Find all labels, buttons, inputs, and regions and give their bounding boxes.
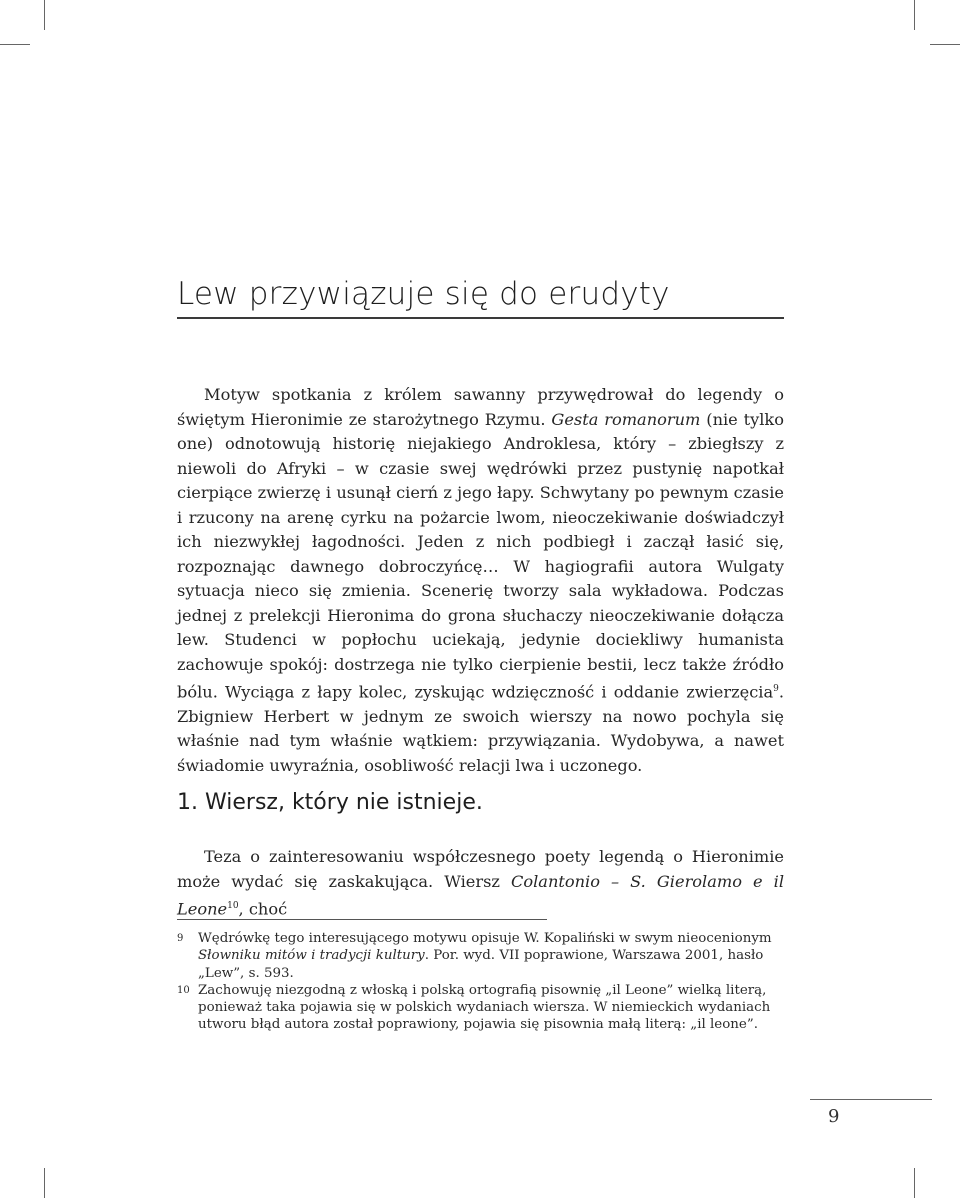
para2-italic-title: Colantonio – S. Gierolamo e il Leone <box>177 871 784 919</box>
footnote-text-part: . Por. wyd. VII poprawione, Warszawa 2001, hasło „Lew”, s. 593. <box>198 948 764 981</box>
footnote-text: Zachowuję niezgodną z włoską i polską ortografią pisownię „il Leone” wielką literą, ponieważ taka pojawia się w polskich wydaniach wiersza. W niemieckich wydaniach utworu błąd autora został poprawiony, pojawia się pisownia małą literą: „il leone”. <box>198 982 771 1033</box>
para1-text-1: Motyw spotkania z królem sawanny przywędrował do legendy o świętym Hieronimie ze starożytnego Rzymu. <box>177 385 784 429</box>
footnote-text-part: Wędrówkę tego interesującego motywu opisuje W. Kopaliński w swym nieocenionym <box>198 931 772 946</box>
crop-mark <box>914 1168 915 1198</box>
para1-italic-title: Gesta romanorum <box>551 409 701 429</box>
title-underline <box>177 317 784 319</box>
crop-mark <box>0 44 30 45</box>
para1-text-2: (nie tylko one) odnotowują historię niejakiego Androklesa, który – zbiegłszy z niewoli do Afryki – w czasie swej wędrówki przez pustynię napotkał cierpiące zwierzę i usunął cierń z jego łapy. Schwytany po pewnym czasie i rzucony na arenę cyrku na pożarcie lwom, nieoczekiwanie doświadczył ich niezwykłej łagodności. Jeden z nich podbiegł i zaczął łasić się, rozpoznając dawnego dobroczyńcę… W hagiografii autora Wulgaty sytuacja nieco się zmienia. Scenerię tworzy sala wykładowa. Podczas jednej z prelekcji Hieronima do grona słuchaczy nieoczekiwanie dołącza lew. Studenci w popłochu uciekają, jedynie dociekliwy humanista zachowuje spokój: dostrzega nie tylko cierpienie bestii, lecz także źródło bólu. Wyciąga z łapy kolec, zyskując wdzięczność i oddanie zwierzęcia <box>177 409 784 702</box>
crop-mark <box>914 0 915 30</box>
footnotes <box>177 930 784 1034</box>
footnote-separator <box>177 919 547 920</box>
chapter-title: Lew przywiązuje się do erudyty <box>177 276 670 312</box>
para2-text-2: , choć <box>238 899 288 919</box>
footnote-ref-10[interactable]: 10 <box>227 901 239 911</box>
footnote-number: 10 <box>177 984 190 996</box>
crop-mark <box>930 44 960 45</box>
para2-text-1: Teza o zainteresowaniu współczesnego poety legendą o Hieronimie może wydać się zaskakująca. Wiersz <box>177 847 784 891</box>
page-number-rule <box>810 1099 932 1100</box>
footnote-number: 9 <box>177 933 184 944</box>
footnote-10 <box>177 982 784 1034</box>
crop-mark <box>44 0 45 30</box>
body-paragraph <box>177 383 784 778</box>
footnote-ref-9[interactable]: 9 <box>773 684 779 694</box>
page-number: 9 <box>828 1106 840 1127</box>
footnote-9 <box>177 930 784 982</box>
body-paragraph <box>177 845 784 922</box>
crop-mark <box>44 1168 45 1198</box>
footnote-text <box>198 930 784 982</box>
footnote-italic: Słowniku mitów i tradycji kultury <box>198 948 425 964</box>
section-heading: 1. Wiersz, który nie istnieje. <box>177 790 483 815</box>
para1-text-3: . Zbigniew Herbert w jednym ze swoich wierszy na nowo pochyla się właśnie nad tym właśnie wątkiem: przywiązania. Wydobywa, a nawet świadomie uwyraźnia, osobliwość relacji lwa i uczonego. <box>177 682 784 775</box>
